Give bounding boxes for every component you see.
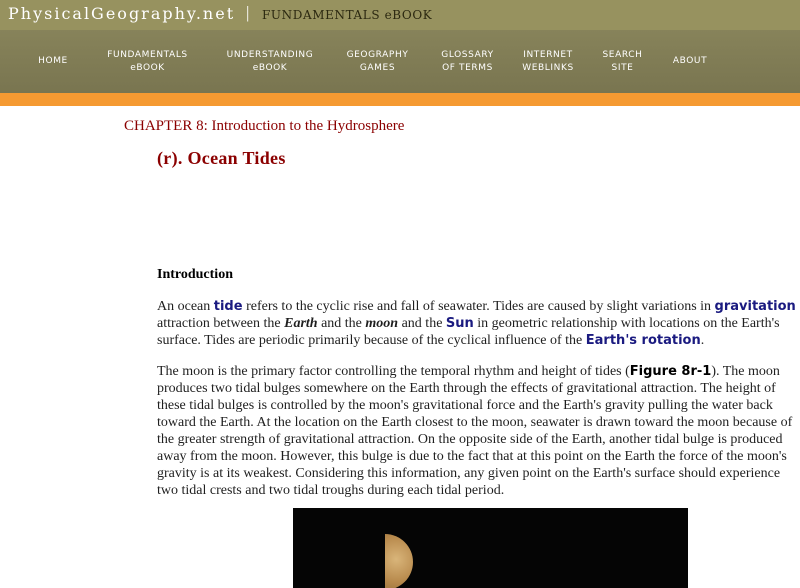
accent-divider — [0, 93, 800, 106]
gravitation-link[interactable]: gravitation — [714, 299, 796, 314]
text-segment: The moon is the primary factor controlling the temporal rhythm and height of tides ( — [157, 364, 630, 379]
text-segment: . — [700, 333, 705, 348]
earths-rotation-link[interactable]: Earth's rotation — [585, 333, 701, 348]
site-title-link[interactable]: PhysicalGeography.net — [8, 4, 236, 23]
text-line: away from the moon. However, this bulge is due to the fact that at this point on the Earth the force of the moon's — [157, 449, 787, 464]
sun-link[interactable]: Sun — [445, 316, 474, 331]
nav-internet-weblinks[interactable]: INTERNET WEBLINKS — [522, 49, 574, 73]
text-line: the greater strength of gravitational attraction. On the opposite side of the Earth, another tidal bulge is produced — [157, 432, 783, 447]
intro-paragraph-2 — [157, 363, 800, 499]
nav-geography-games[interactable]: GEOGRAPHY GAMES — [346, 49, 409, 73]
nav-glossary[interactable]: GLOSSARY OF TERMS — [441, 49, 494, 73]
top-header-bar — [0, 0, 800, 30]
text-line: gravity is at its weakest. Considering this information, any given point on the Earth's surface should experience — [157, 466, 781, 481]
nav-about[interactable]: ABOUT — [672, 56, 708, 66]
figure-reference: Figure 8r-1 — [629, 364, 712, 379]
main-navigation — [0, 30, 800, 93]
intro-paragraph-1 — [157, 298, 800, 349]
moon-emphasis: moon — [365, 316, 399, 331]
text-segment: and the — [398, 316, 446, 331]
chapter-heading: CHAPTER 8: Introduction to the Hydrosphere — [124, 118, 405, 134]
text-line: produces two tidal bulges somewhere on the Earth through the effects of gravitational attraction. The height of — [157, 381, 776, 396]
text-line — [157, 363, 800, 380]
text-line — [157, 315, 800, 332]
text-segment: attraction between the — [157, 316, 285, 331]
nav-search-site[interactable]: SEARCH SITE — [602, 49, 643, 73]
text-line: these tidal bulges is controlled by the moon's gravitational force and the Earth's gravity pulling the water back — [157, 398, 773, 413]
text-line — [157, 332, 800, 349]
header-separator: | — [246, 3, 250, 22]
nav-home[interactable]: HOME — [38, 56, 68, 66]
text-segment: surface. Tides are periodic primarily because of the cyclical influence of the — [157, 333, 586, 348]
text-line — [157, 298, 800, 315]
text-line: toward the Earth. At the location on the Earth closest to the moon, seawater is drawn toward the moon because of — [157, 415, 793, 430]
text-line: two tidal crests and two tidal troughs during each tidal period. — [157, 483, 505, 498]
text-segment: ). The moon — [711, 364, 780, 379]
text-segment: refers to the cyclic rise and fall of seawater. Tides are caused by slight variations in — [242, 299, 715, 314]
nav-understanding-ebook[interactable]: UNDERSTANDING eBOOK — [226, 49, 314, 73]
nav-fundamentals-ebook[interactable]: FUNDAMENTALS eBOOK — [107, 49, 188, 73]
moon-photo — [293, 508, 688, 588]
section-title: (r). Ocean Tides — [157, 148, 286, 168]
tide-link[interactable]: tide — [213, 299, 243, 314]
half-moon-image — [385, 534, 413, 588]
earth-emphasis: Earth — [284, 316, 318, 331]
header-subtitle: FUNDAMENTALS eBOOK — [262, 8, 433, 22]
moon-disc — [385, 534, 413, 588]
text-segment: and the — [317, 316, 366, 331]
text-segment: in geometric relationship with locations on the Earth's — [473, 316, 780, 331]
introduction-heading: Introduction — [157, 267, 233, 282]
text-segment: An ocean — [157, 299, 214, 314]
